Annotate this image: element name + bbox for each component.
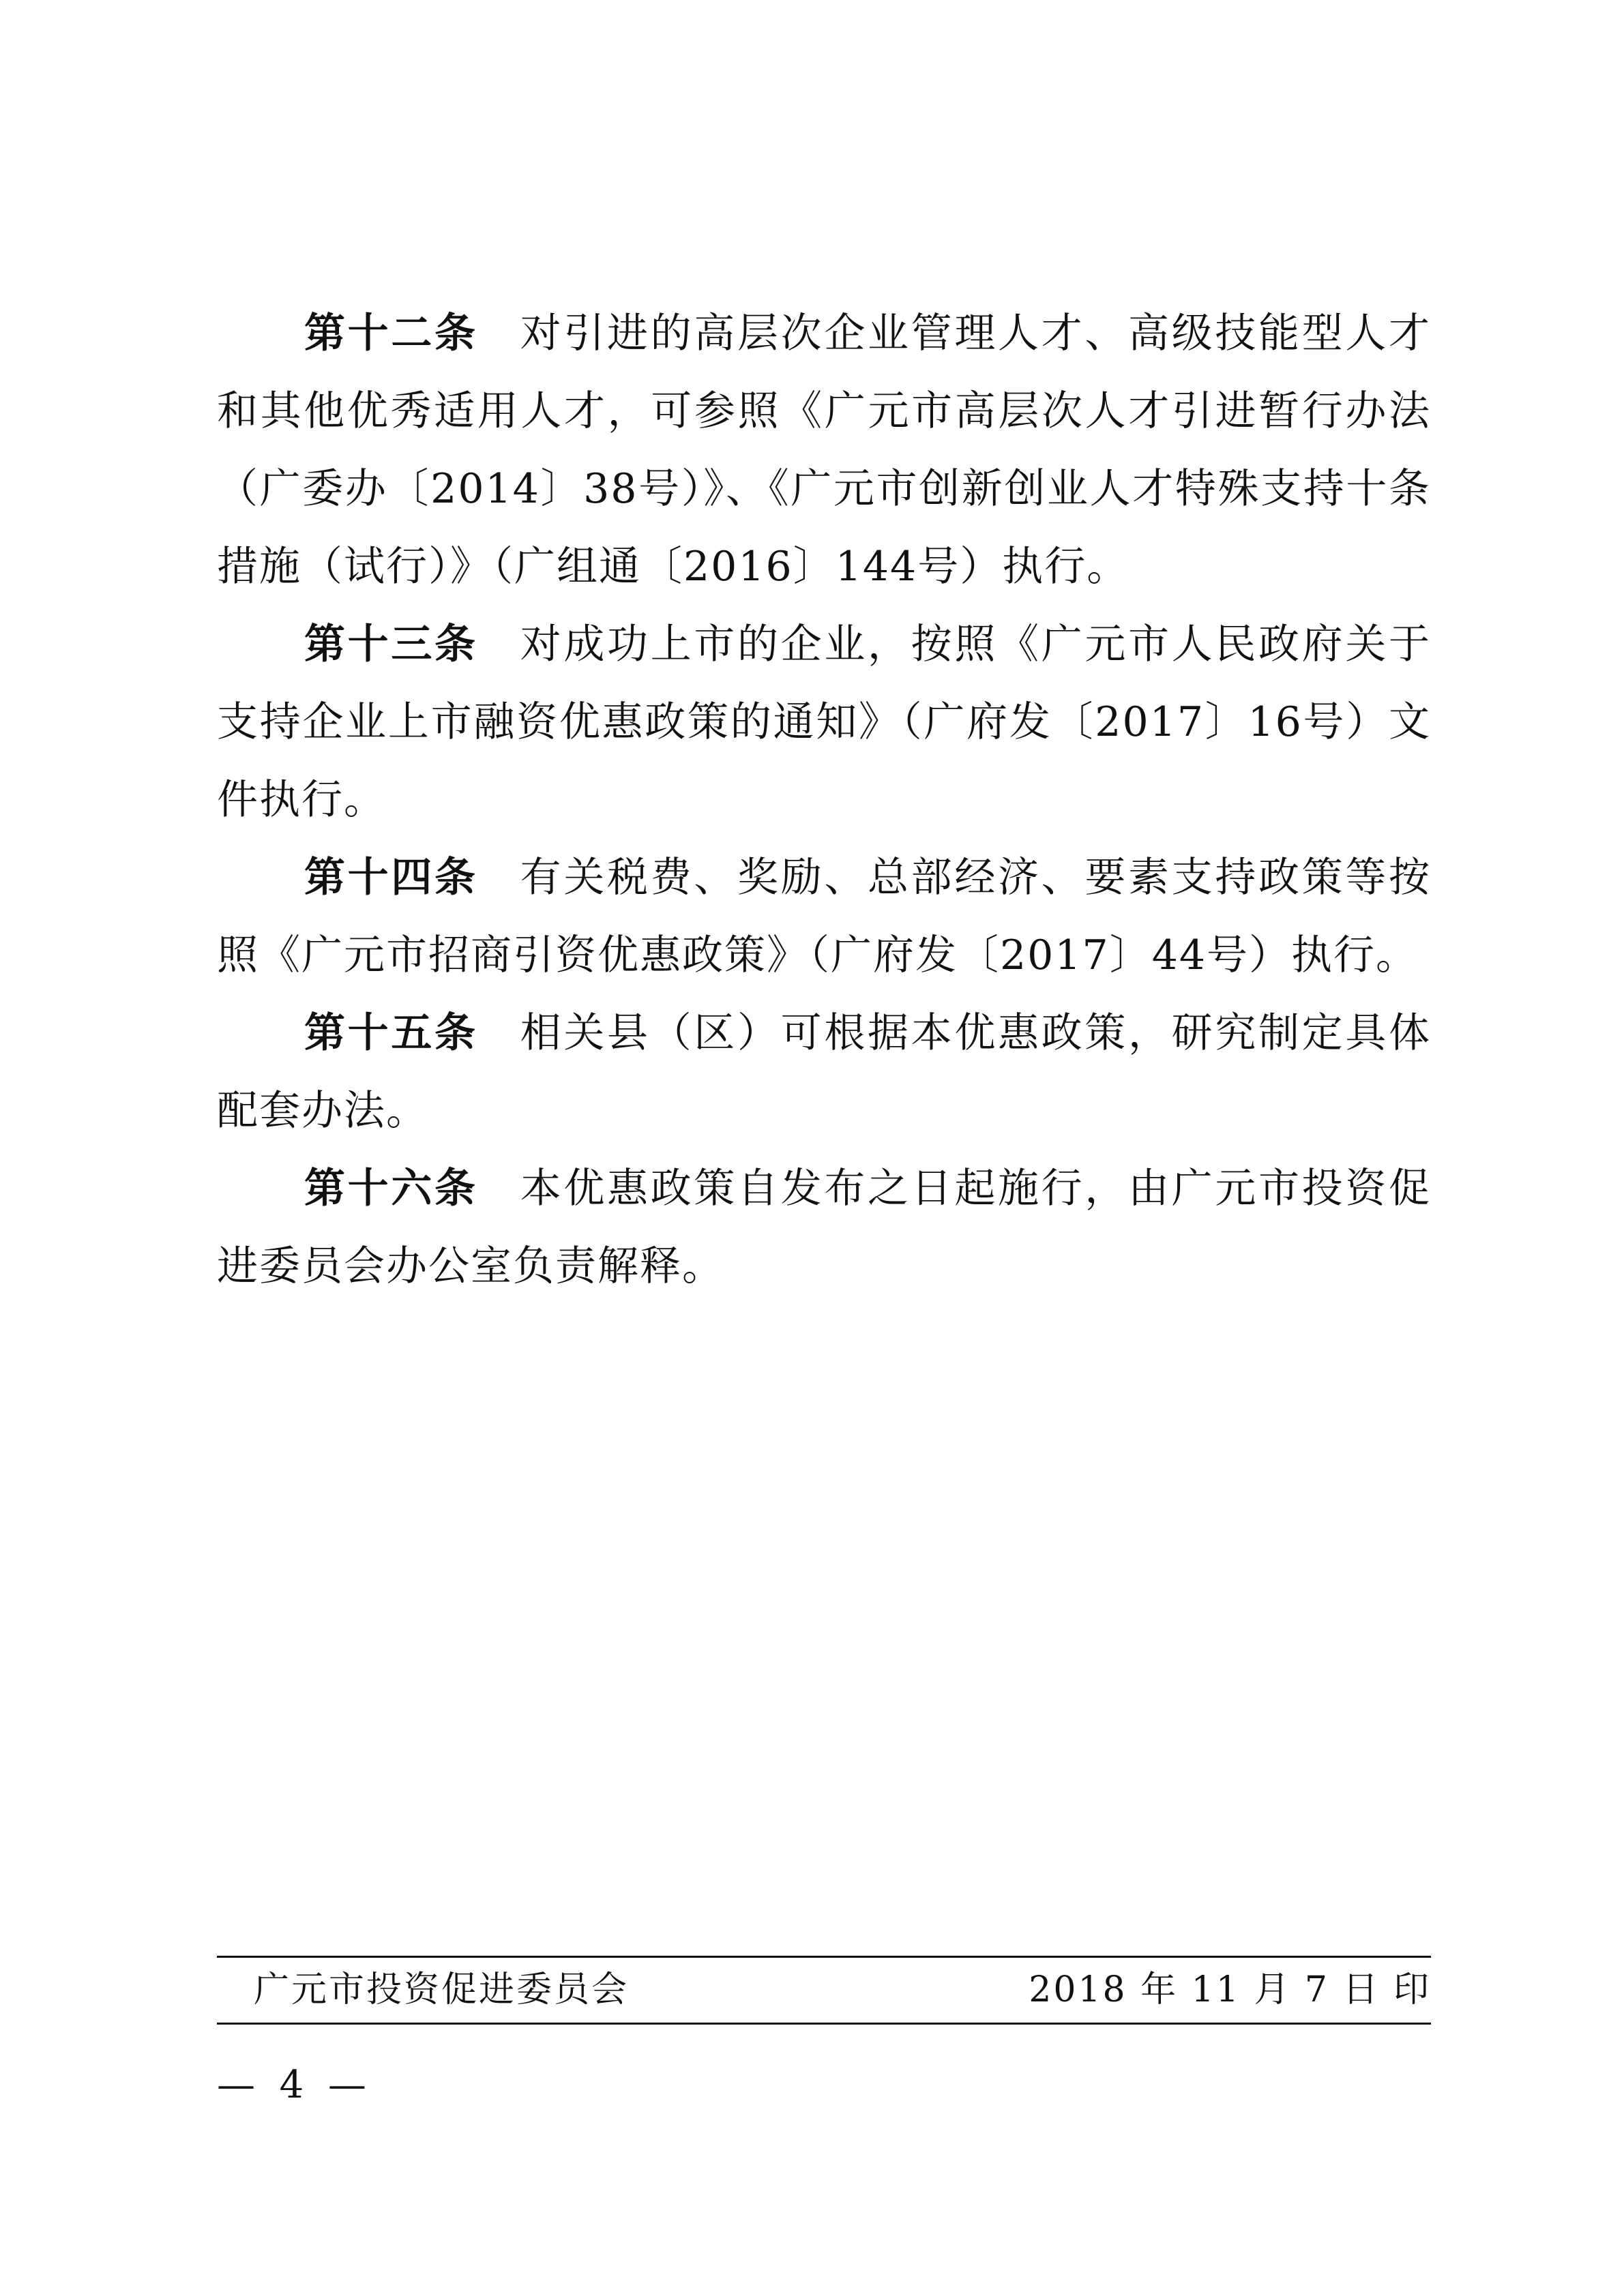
article-label: 第十三条 (304, 621, 478, 668)
article-16 (217, 1150, 1431, 1305)
article-text: 相关县（区）可根据本优惠政策，研究制定具体配套办法。 (217, 1009, 1432, 1135)
article-label: 第十二条 (304, 310, 478, 357)
article-12 (217, 295, 1431, 606)
article-text: 对引进的高层次企业管理人才、高级技能型人才和其他优秀适用人才，可参照《广元市高层次人才引进暂行办法（广委办〔2014〕38号）》、《广元市创新创业人才特殊支持十条措施（试行）》（广组通〔2016〕144号）执行。 (217, 310, 1432, 591)
article-text: 本优惠政策自发布之日起施行，由广元市投资促进委员会办公室负责解释。 (217, 1165, 1432, 1290)
article-13 (217, 606, 1431, 839)
footer-top-rule (217, 1956, 1431, 1958)
article-label: 第十五条 (304, 1009, 478, 1057)
article-14 (217, 839, 1431, 994)
article-text: 有关税费、奖励、总部经济、要素支持政策等按照《广元市招商引资优惠政策》（广府发〔2017〕44号）执行。 (217, 854, 1432, 979)
footer-issuer: 广元市投资促进委员会 (254, 1969, 630, 2010)
article-label: 第十四条 (304, 854, 478, 901)
footer-print-date: 2018 年 11 月 7 日 印 (1029, 1969, 1431, 2010)
article-15 (217, 994, 1431, 1150)
footer-bottom-rule (217, 2023, 1431, 2025)
article-text: 对成功上市的企业，按照《广元市人民政府关于支持企业上市融资优惠政策的通知》（广府发〔2017〕16号）文件执行。 (217, 621, 1432, 824)
document-body (217, 295, 1431, 1305)
page-number: — 4 — (217, 2063, 366, 2107)
article-label: 第十六条 (304, 1165, 478, 1212)
